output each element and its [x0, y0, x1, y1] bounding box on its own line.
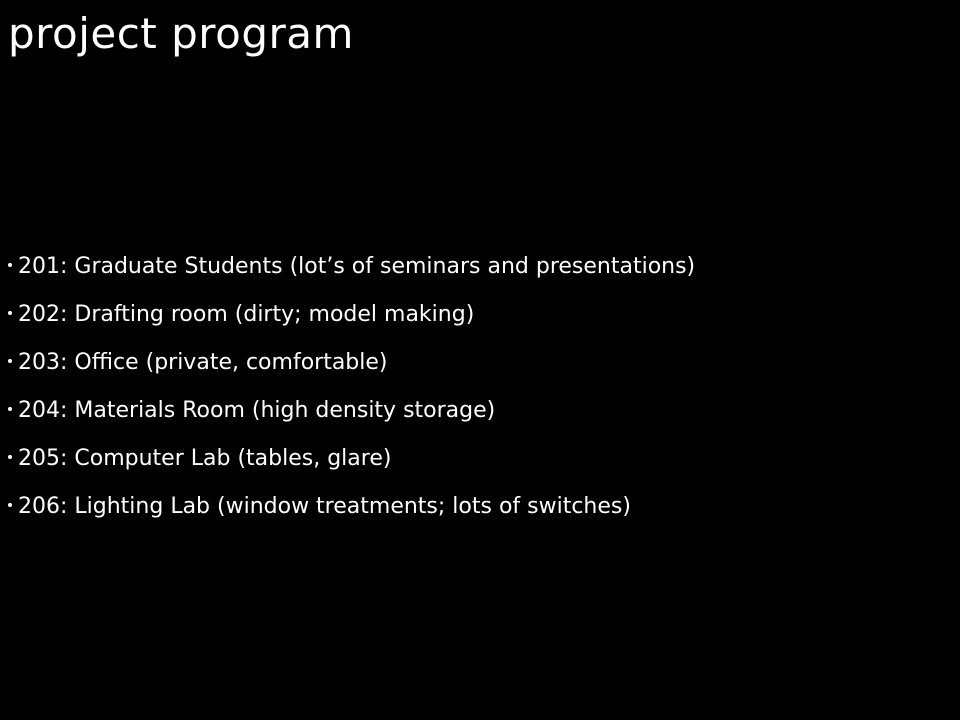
- bullet-item-203: [8, 346, 938, 380]
- bullet-item-205: [8, 442, 938, 476]
- bullet-text: 205: Computer Lab (tables, glare): [18, 446, 392, 471]
- bullet-dot-icon: [8, 359, 12, 363]
- bullet-dot-icon: [8, 407, 12, 411]
- bullet-item-201: [8, 250, 938, 284]
- bullet-dot-icon: [8, 263, 12, 267]
- bullet-text: 202: Drafting room (dirty; model making): [18, 302, 475, 327]
- bullet-text: 201: Graduate Students (lot’s of seminars and presentations): [18, 254, 696, 279]
- bullet-dot-icon: [8, 455, 12, 459]
- bullet-item-202: [8, 298, 938, 332]
- bullet-dot-icon: [8, 503, 12, 507]
- bullet-item-206: [8, 490, 938, 524]
- bullet-text: 203: Office (private, comfortable): [18, 350, 388, 375]
- bullet-item-204: [8, 394, 938, 428]
- bullet-text: 206: Lighting Lab (window treatments; lots of switches): [18, 494, 631, 519]
- bullet-text: 204: Materials Room (high density storage): [18, 398, 496, 423]
- bullet-dot-icon: [8, 311, 12, 315]
- slide-title: project program: [8, 9, 354, 58]
- bullet-list: [8, 250, 938, 538]
